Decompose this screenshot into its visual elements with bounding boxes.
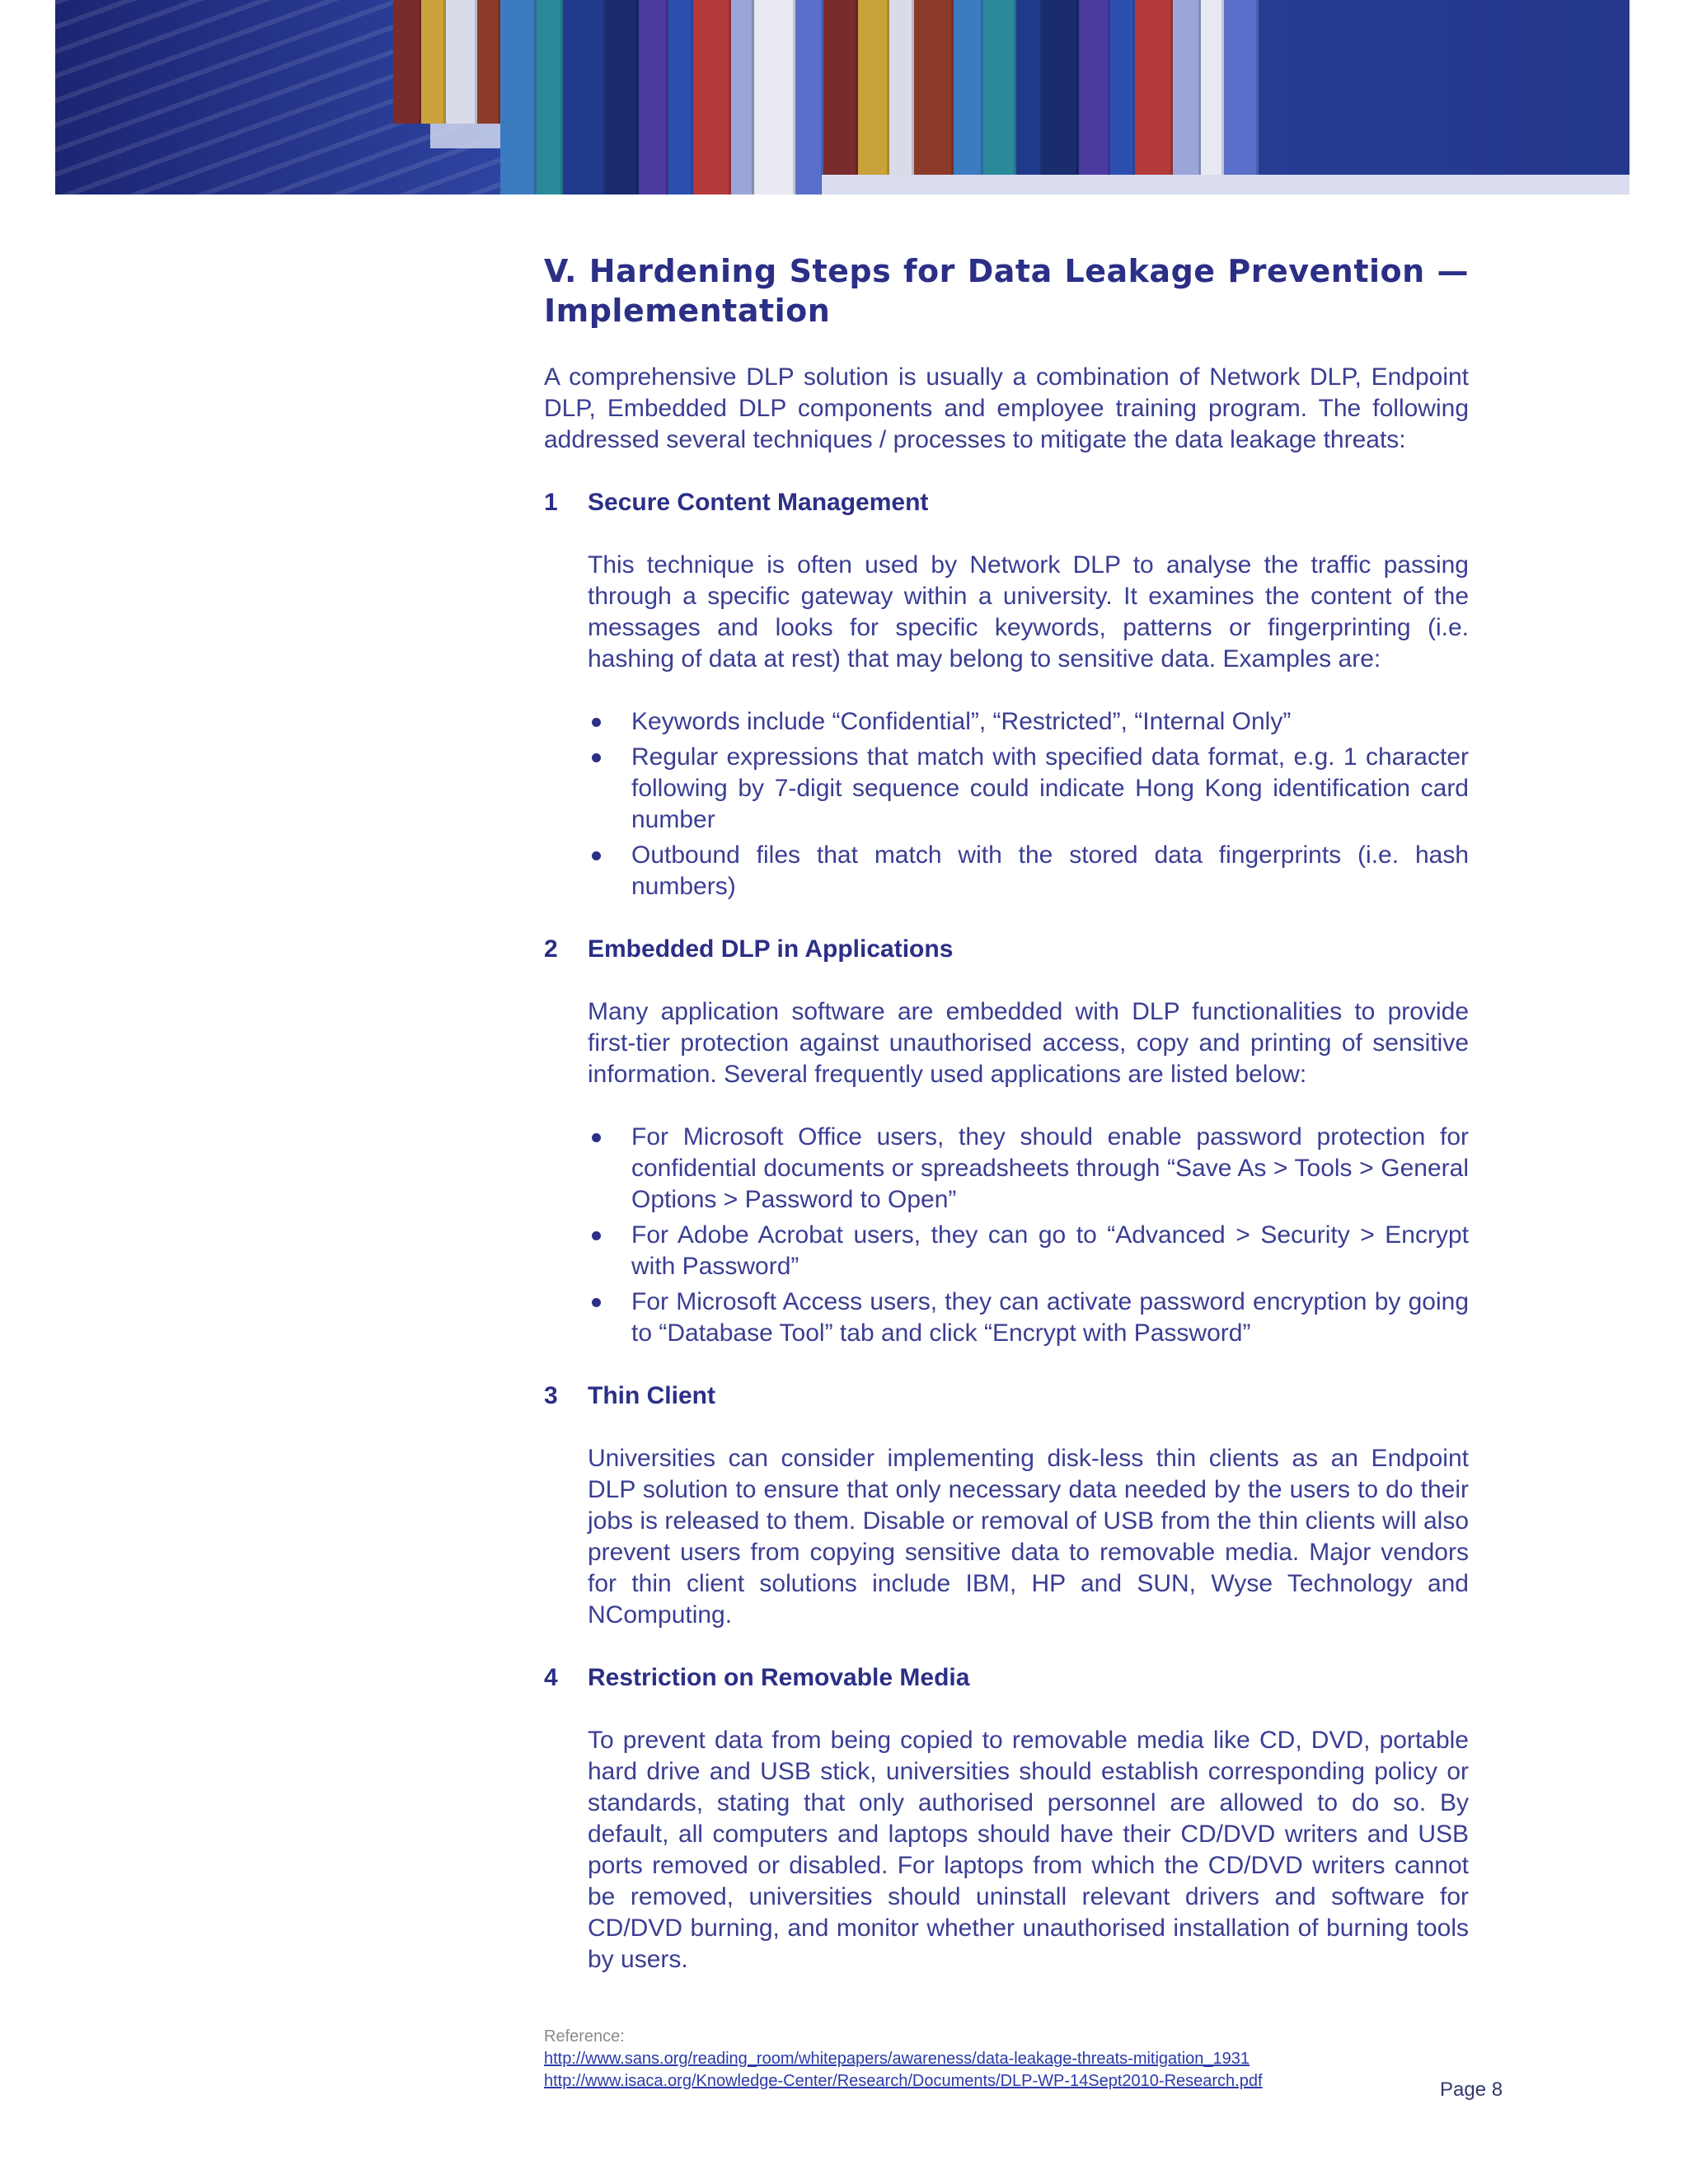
book-spine <box>754 0 795 194</box>
header-banner-image <box>55 0 1629 194</box>
bullet-dot-icon <box>588 840 631 902</box>
book-spine <box>1110 0 1135 194</box>
bullet-item <box>588 1122 1469 1216</box>
book-spine <box>983 0 1016 194</box>
bullet-item <box>588 706 1469 738</box>
bullet-dot-icon <box>588 706 631 738</box>
bullet-dot-icon <box>588 1220 631 1282</box>
bullet-item <box>588 840 1469 902</box>
bullet-text: For Adobe Acrobat users, they can go to “Advanced > Security > Encrypt with Password” <box>631 1221 1469 1280</box>
section-title-row <box>544 1662 1469 1694</box>
book-spine <box>1043 0 1079 194</box>
section-title: Embedded DLP in Applications <box>588 935 954 963</box>
reference-link-isaca[interactable]: http://www.isaca.org/Knowledge-Center/Research/Documents/DLP-WP-14Sept2010-Research.pdf <box>544 2072 1263 2090</box>
book-spine <box>731 0 754 194</box>
bullet-text: Keywords include “Confidential”, “Restricted”, “Internal Only” <box>631 708 1292 735</box>
bullet-item <box>588 1286 1469 1349</box>
section-item <box>544 1380 1469 1631</box>
bullet-text: Regular expressions that match with specified data format, e.g. 1 character following by 7-digit sequence could indicate Hong Kong identification card number <box>631 743 1469 833</box>
references <box>544 2026 1263 2093</box>
section-number: 4 <box>544 1664 558 1691</box>
book-spine <box>446 0 477 124</box>
section-body: This technique is often used by Network DLP to analyse the traffic passing through a specific gateway within a university. It examines the content of the messages and looks for specific keywords, patterns or fingerprinting (i.e. hashing of data at rest) that may belong to sensitive data. Examples are: <box>588 551 1469 673</box>
book-spine <box>1224 0 1259 194</box>
book-spine <box>668 0 693 194</box>
book-spine <box>795 0 823 194</box>
book-spine <box>1016 0 1043 194</box>
sections-list <box>544 487 1469 1975</box>
section-number: 3 <box>544 1382 558 1409</box>
book-spine <box>1201 0 1224 194</box>
section-number: 2 <box>544 935 558 963</box>
reference-label: Reference: <box>544 2027 625 2046</box>
reference-link-sans[interactable]: http://www.sans.org/reading_room/whitepapers/awareness/data-leakage-threats-mitigation_1931 <box>544 2050 1250 2068</box>
section-number: 1 <box>544 489 558 516</box>
bullet-dot-icon <box>588 1122 631 1216</box>
bullet-item <box>588 1220 1469 1282</box>
section-body: Many application software are embedded with DLP functionalities to provide first-tier protection against unauthorised access, copy and printing of sensitive information. Several frequently used applications are listed below: <box>588 998 1469 1088</box>
bullet-text: For Microsoft Office users, they should enable password protection for confidential documents or spreadsheets through “Save As > Tools > General Options > Password to Open” <box>631 1123 1469 1213</box>
book-spine <box>477 0 500 124</box>
bullet-item <box>588 742 1469 836</box>
book-spine <box>823 0 858 194</box>
section-title-row <box>544 1380 1469 1412</box>
book-spine <box>1079 0 1110 194</box>
main-content <box>544 251 1469 1975</box>
section-title: Secure Content Management <box>588 489 929 516</box>
bullet-text: Outbound files that match with the stored data fingerprints (i.e. hash numbers) <box>631 841 1469 900</box>
section-title-row <box>544 934 1469 965</box>
bullet-dot-icon <box>588 1286 631 1349</box>
book-spine <box>954 0 983 194</box>
section-item <box>544 934 1469 1349</box>
bullet-list <box>588 1122 1469 1349</box>
book-spine <box>421 0 446 124</box>
section-item <box>544 1662 1469 1975</box>
book-spine <box>500 0 537 194</box>
banner-shelf <box>822 175 1629 194</box>
section-item <box>544 487 1469 902</box>
section-body: Universities can consider implementing disk-less thin clients as an Endpoint DLP solution to ensure that only necessary data needed by the users to do their jobs is released to them. Disable or removal of USB from the thin clients will also prevent users from copying sensitive data to removable media. Major vendors for thin client solutions include IBM, HP and SUN, Wyse Technology and NComputing. <box>588 1445 1469 1629</box>
section-title: Thin Client <box>588 1382 715 1409</box>
section-heading: V. Hardening Steps for Data Leakage Prevention — Implementation <box>544 253 1469 329</box>
book-spine <box>914 0 954 194</box>
book-spine <box>393 0 421 124</box>
book-spine <box>639 0 668 194</box>
section-title-row <box>544 487 1469 518</box>
bullet-list <box>588 706 1469 902</box>
bullet-text: For Microsoft Access users, they can activate password encryption by going to “Database Tool” tab and click “Encrypt with Password” <box>631 1288 1469 1347</box>
book-spine <box>606 0 639 194</box>
section-title: Restriction on Removable Media <box>588 1664 970 1691</box>
book-spine <box>858 0 889 194</box>
book-spine <box>563 0 606 194</box>
book-spine <box>537 0 563 194</box>
book-spine <box>1173 0 1201 194</box>
intro-paragraph: A comprehensive DLP solution is usually a combination of Network DLP, Endpoint DLP, Embedded DLP components and employee training program. The following addressed several techniques / processes to mitigate the data leakage threats: <box>544 363 1469 453</box>
book-spine <box>889 0 914 194</box>
section-body: To prevent data from being copied to removable media like CD, DVD, portable hard drive and USB stick, universities should establish corresponding policy or standards, stating that only authorised personnel are allowed to do so. By default, all computers and laptops should have their CD/DVD writers and USB ports removed or disabled. For laptops from which the CD/DVD writers cannot be removed, universities should uninstall relevant drivers and software for CD/DVD burning, and monitor whether unauthorised installation of burning tools by users. <box>588 1727 1469 1973</box>
book-spine <box>693 0 731 194</box>
book-spine <box>1135 0 1173 194</box>
bullet-dot-icon <box>588 742 631 836</box>
page-number: Page 8 <box>1440 2079 1503 2101</box>
